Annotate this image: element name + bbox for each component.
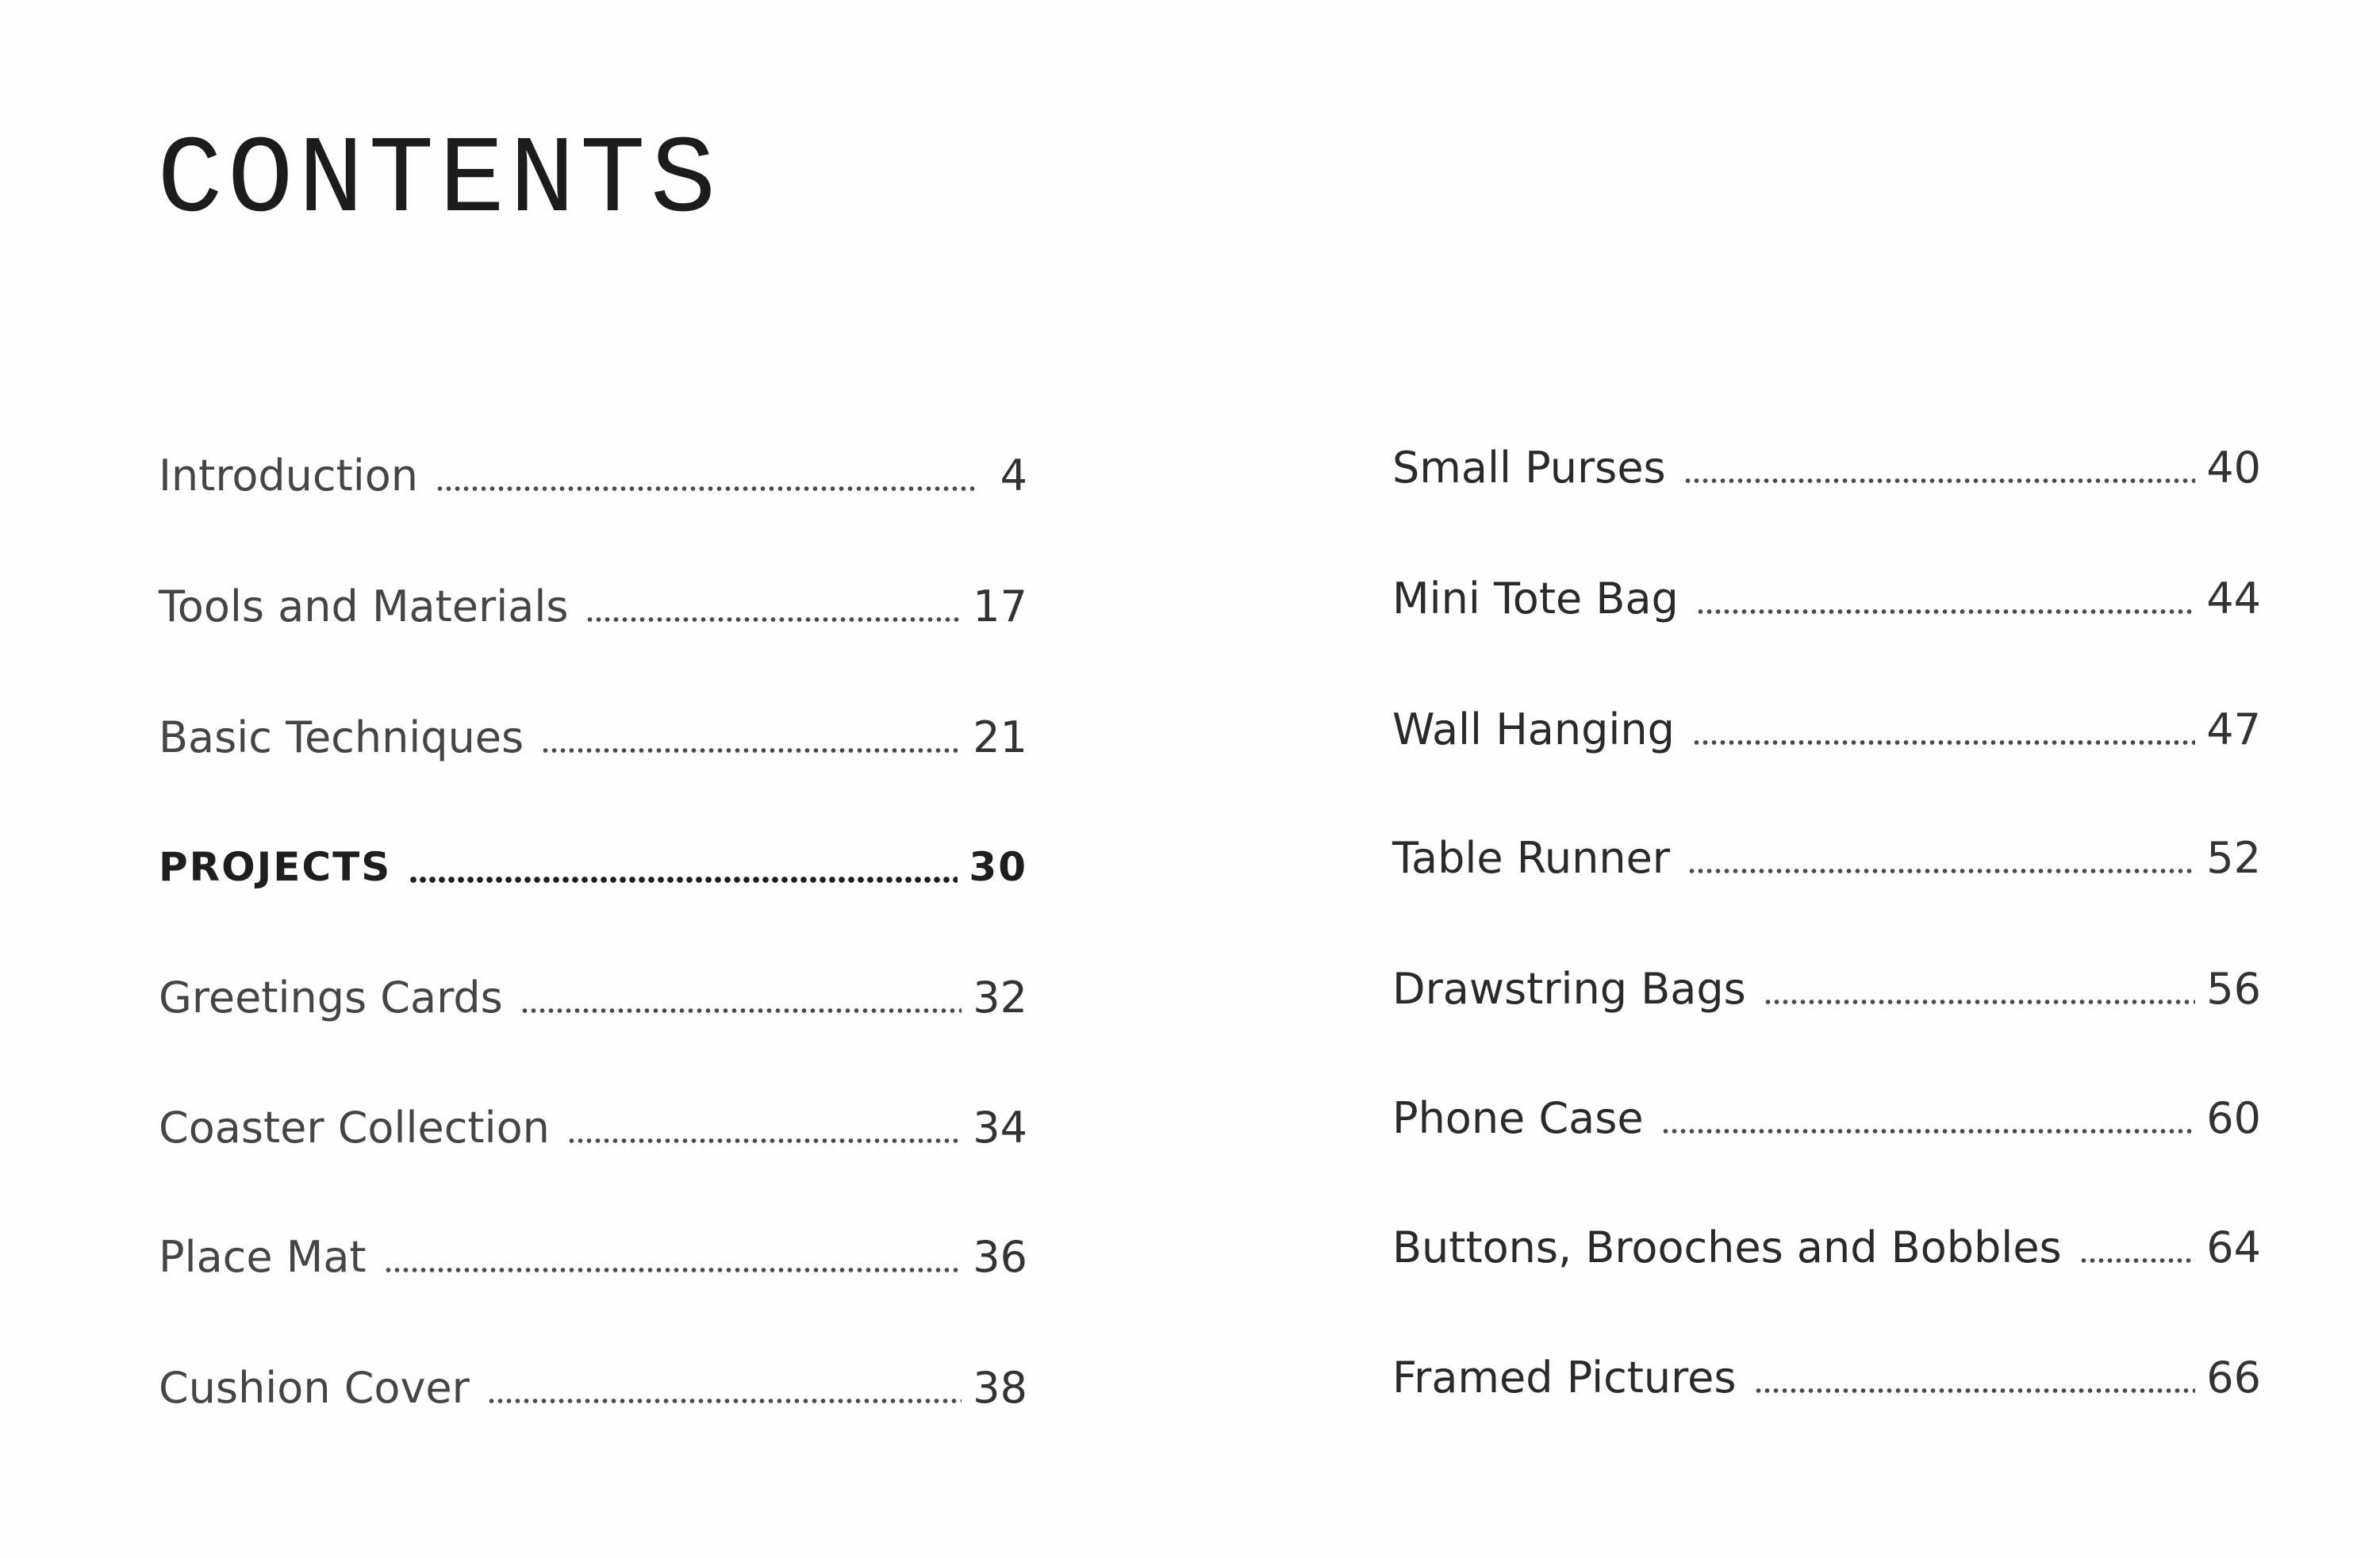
- toc-entry-page-number: 47: [2206, 704, 2261, 754]
- toc-entry-title: Coaster Collection: [159, 1103, 550, 1153]
- toc-entry-title: Table Runner: [1392, 833, 1670, 883]
- dot-leader: [1754, 1387, 2196, 1394]
- toc-entry-page-number: 17: [973, 581, 1027, 631]
- toc-entry-page-number: 52: [2206, 833, 2261, 883]
- dot-leader: [1764, 999, 2196, 1005]
- toc-entry-title: PROJECTS: [159, 844, 392, 890]
- toc-entry-page-number: 44: [2206, 574, 2261, 624]
- toc-entry: [1392, 567, 2261, 631]
- toc-entry: [1392, 1216, 2261, 1280]
- dot-leader: [384, 1267, 962, 1273]
- toc-entry: [159, 835, 1027, 899]
- toc-entry-page-number: 66: [2206, 1353, 2261, 1403]
- toc-entry: [159, 1096, 1027, 1160]
- toc-entry: [159, 1357, 1027, 1420]
- dot-leader: [567, 1138, 962, 1144]
- toc-entry-title: Basic Techniques: [159, 712, 524, 762]
- toc-entry-title: Greetings Cards: [159, 973, 503, 1023]
- toc-entry-page-number: 34: [973, 1103, 1027, 1153]
- toc-entry-page-number: 38: [973, 1363, 1027, 1413]
- toc-entry-title: Drawstring Bags: [1392, 964, 1746, 1014]
- toc-entry-title: Mini Tote Bag: [1392, 574, 1679, 624]
- toc-entry-page-number: 4: [1000, 451, 1027, 501]
- toc-entry: [1392, 1346, 2261, 1410]
- dot-leader: [1683, 478, 2196, 484]
- dot-leader: [585, 616, 962, 623]
- toc-entry: [1392, 957, 2261, 1021]
- toc-entry: [159, 444, 1027, 508]
- toc-entry: [1392, 827, 2261, 890]
- toc-entry-page-number: 60: [2206, 1093, 2261, 1143]
- toc-entry-title: Phone Case: [1392, 1093, 1644, 1143]
- toc-entry-page-number: 64: [2206, 1222, 2261, 1272]
- dot-leader: [541, 747, 962, 754]
- toc-entry: [159, 706, 1027, 769]
- toc-entry-title: Cushion Cover: [159, 1363, 470, 1413]
- toc-entry-page-number: 32: [973, 973, 1027, 1023]
- dot-leader: [2079, 1257, 2196, 1264]
- dot-leader: [487, 1398, 962, 1404]
- page-title: CONTENTS: [157, 120, 721, 244]
- toc-entry-page-number: 21: [973, 712, 1027, 762]
- toc-entry-page-number: 30: [969, 844, 1027, 890]
- toc-entry-page-number: 40: [2206, 443, 2261, 493]
- toc-entry: [1392, 698, 2261, 762]
- toc-entry-title: Framed Pictures: [1392, 1353, 1737, 1403]
- toc-entry: [159, 575, 1027, 639]
- dot-leader: [409, 877, 958, 883]
- dot-leader: [1692, 739, 2195, 746]
- dot-leader: [1661, 1128, 2196, 1134]
- toc-entry-page-number: 56: [2206, 964, 2261, 1014]
- dot-leader: [436, 485, 975, 492]
- toc-entry: [1392, 436, 2261, 500]
- toc-entry: [159, 1226, 1027, 1289]
- toc-entry: [1392, 1087, 2261, 1150]
- toc-entry-title: Buttons, Brooches and Bobbles: [1392, 1222, 2062, 1272]
- toc-entry-page-number: 36: [973, 1232, 1027, 1282]
- dot-leader: [520, 1007, 962, 1014]
- toc-entry-title: Place Mat: [159, 1232, 367, 1282]
- dot-leader: [1696, 608, 2195, 615]
- toc-entry-title: Introduction: [159, 451, 419, 501]
- toc-entry-title: Small Purses: [1392, 443, 1666, 493]
- toc-entry-title: Wall Hanging: [1392, 704, 1675, 754]
- toc-entry-title: Tools and Materials: [159, 581, 569, 631]
- toc-entry: [159, 966, 1027, 1030]
- dot-leader: [1687, 868, 2195, 874]
